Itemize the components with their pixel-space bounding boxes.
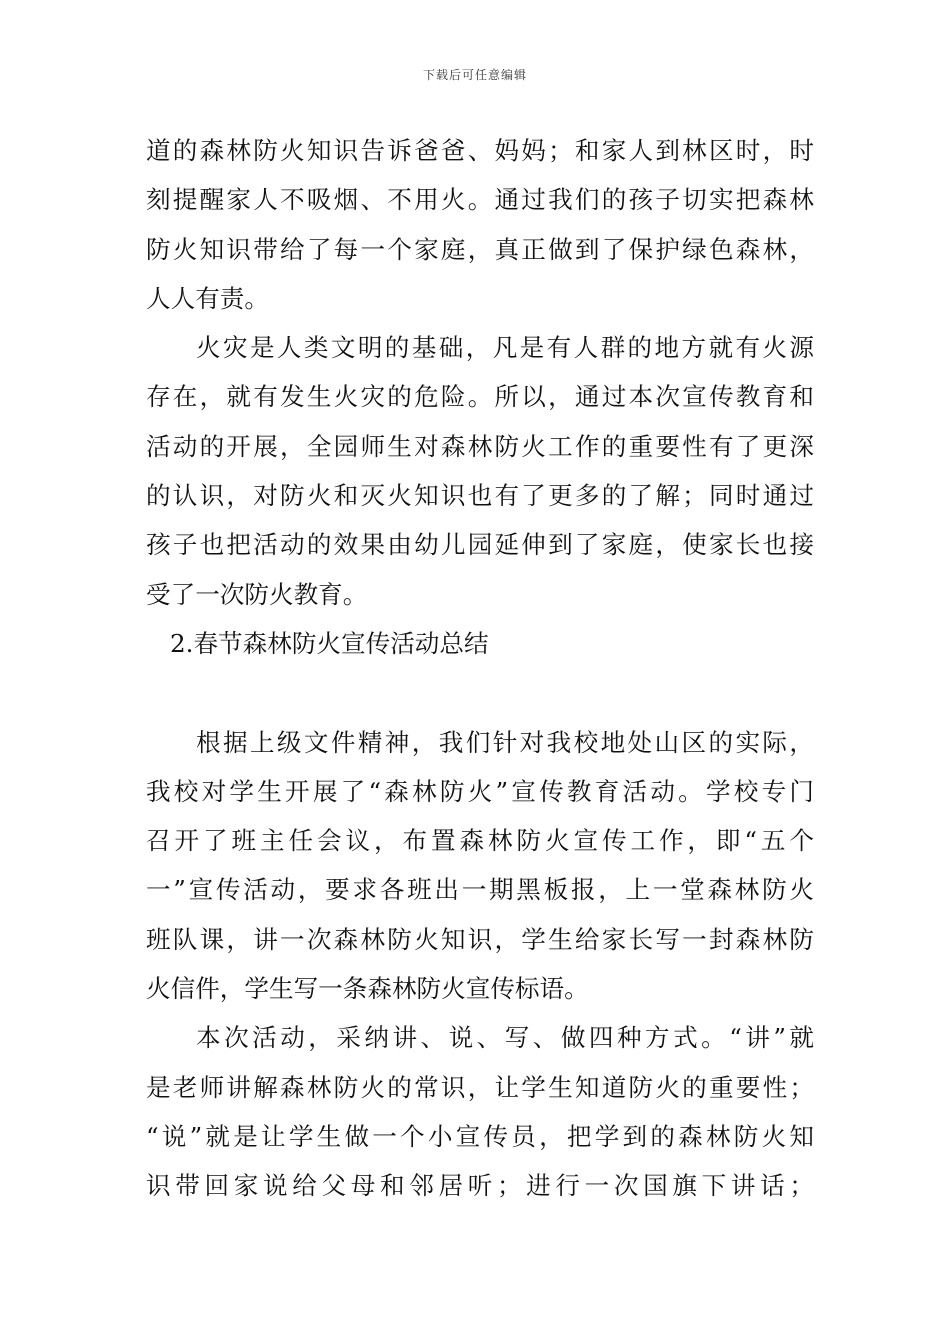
- text-line: 防火知识带给了每一个家庭，真正做到了保护绿色森林，: [146, 234, 814, 264]
- text-line: 存在，就有发生火灾的危险。所以，通过本次宣传教育和: [146, 382, 814, 412]
- text-line: 刻提醒家人不吸烟、不用火。通过我们的孩子切实把森林: [146, 185, 814, 215]
- text-line: “说”就是让学生做一个小宣传员，把学到的森林防火知: [146, 1121, 814, 1151]
- document-body: [146, 126, 814, 1211]
- paragraph-4: [146, 1013, 814, 1210]
- text-line: 火信件，学生写一条森林防火宣传标语。: [146, 974, 589, 1004]
- text-line: 道的森林防火知识告诉爸爸、妈妈；和家人到林区时，时: [146, 136, 814, 165]
- paragraph-2: [146, 323, 814, 619]
- text-line: 根据上级文件精神，我们针对我校地处山区的实际，: [196, 727, 814, 757]
- text-line: 召开了班主任会议，布置森林防火宣传工作，即“五个: [146, 826, 814, 856]
- text-line: 识带回家说给父母和邻居听；进行一次国旗下讲话；: [146, 1171, 814, 1201]
- spacer: [146, 668, 814, 717]
- text-line: 孩子也把活动的效果由幼儿园延伸到了家庭，使家长也接: [146, 530, 814, 560]
- text-line: 班队课，讲一次森林防火知识，学生给家长写一封森林防: [146, 924, 814, 954]
- text-line: 受了一次防火教育。: [146, 579, 368, 609]
- paragraph-3: [146, 718, 814, 1014]
- text-line: 我校对学生开展了“森林防火”宣传教育活动。学校专门: [146, 776, 814, 806]
- text-line: 火灾是人类文明的基础，凡是有人群的地方就有火源: [196, 333, 814, 363]
- page-header: 下载后可任意编辑: [422, 68, 527, 82]
- text-line: 是老师讲解森林防火的常识，让学生知道防火的重要性；: [146, 1072, 814, 1102]
- text-line: 的认识，对防火和灭火知识也有了更多的了解；同时通过: [146, 481, 814, 511]
- section-heading: 2.春节森林防火宣传活动总结: [170, 628, 489, 658]
- text-line: 人人有责。: [146, 283, 269, 313]
- text-line: 活动的开展，全园师生对森林防火工作的重要性有了更深: [146, 431, 814, 461]
- text-line: 一”宣传活动，要求各班出一期黑板报，上一堂森林防火: [146, 875, 814, 905]
- paragraph-1: [146, 126, 814, 323]
- text-line: 本次活动，采纳讲、说、写、做四种方式。“讲”就: [196, 1023, 814, 1053]
